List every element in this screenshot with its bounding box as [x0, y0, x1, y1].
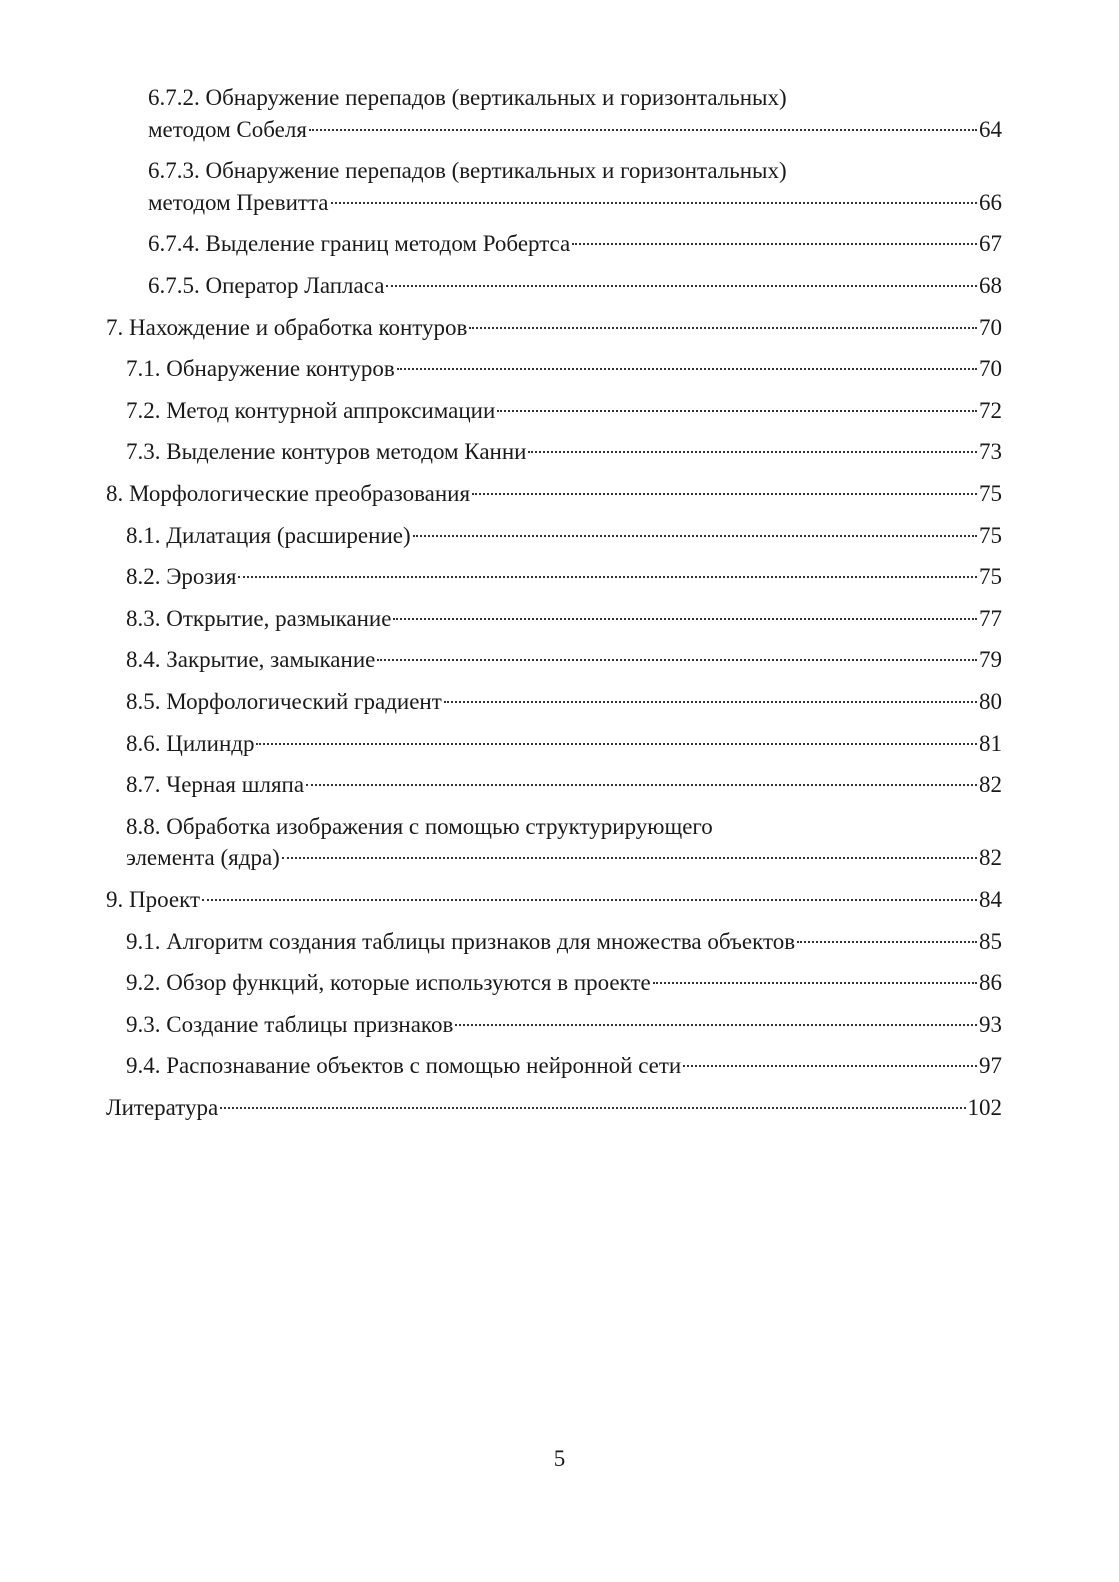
- toc-entry[interactable]: [106, 1050, 1002, 1082]
- toc-entry-title: 8.4. Закрытие, замыкание: [126, 647, 376, 673]
- toc-entry[interactable]: [106, 811, 1002, 875]
- toc-entry-title: 9.4. Распознавание объектов с помощью нейронной сети: [126, 1053, 682, 1079]
- toc-entry-page: 68: [979, 273, 1002, 298]
- toc-entry[interactable]: [106, 312, 1002, 344]
- toc-entry-page: 64: [979, 116, 1002, 142]
- toc-entry-row: [106, 312, 1002, 344]
- dot-leader: [413, 535, 977, 537]
- toc-entry-page: 72: [979, 397, 1002, 423]
- toc-entry-title-line: 8.8. Обработка изображения с помощью структурирующего: [126, 813, 713, 839]
- dot-leader: [386, 285, 977, 287]
- toc-entry-page: 85: [979, 928, 1002, 954]
- toc-entry-page: 77: [979, 605, 1002, 631]
- toc-entry-page: 67: [979, 231, 1002, 257]
- toc-entry-row: [126, 926, 1002, 958]
- toc-entry[interactable]: [106, 520, 1002, 552]
- toc-entry[interactable]: [106, 644, 1002, 676]
- toc-entry[interactable]: [106, 561, 1002, 593]
- toc-entry[interactable]: [106, 478, 1002, 510]
- toc-entry-title: Литература: [106, 1094, 219, 1120]
- toc-entry-title-line: 6.7.2. Обнаружение перепадов (вертикальных и горизонтальных): [148, 85, 787, 110]
- page-number: 5: [553, 1446, 566, 1471]
- toc-entry[interactable]: [106, 967, 1002, 999]
- dot-leader: [528, 451, 977, 453]
- toc-entry-page: 66: [979, 189, 1002, 215]
- dot-leader: [256, 743, 977, 745]
- toc-entry[interactable]: [106, 395, 1002, 427]
- toc-entry[interactable]: [106, 270, 1002, 302]
- toc-entry-row: [126, 1009, 1002, 1041]
- toc-entry-row: [126, 395, 1002, 427]
- toc-entry-page: 82: [979, 845, 1002, 871]
- toc-entry[interactable]: [106, 436, 1002, 468]
- toc-entry-title: 7.1. Обнаружение контуров: [126, 356, 395, 382]
- dot-leader: [238, 576, 977, 578]
- toc-entry-page: 81: [979, 730, 1002, 756]
- toc-entry-title: 6.7.4. Выделение границ методом Робертса: [148, 231, 571, 257]
- toc-entry-page: 80: [979, 688, 1002, 714]
- toc-entry-row: [148, 187, 1002, 219]
- toc-entry-row: [126, 436, 1002, 468]
- dot-leader: [797, 941, 977, 943]
- dot-leader: [397, 368, 977, 370]
- dot-leader: [572, 243, 977, 245]
- toc-entry-row: [126, 842, 1002, 874]
- dot-leader: [331, 202, 978, 204]
- toc-entry-title: 7.2. Метод контурной аппроксимации: [126, 397, 496, 423]
- toc-entry-row: [126, 1050, 1002, 1082]
- toc-entry-title: 7. Нахождение и обработка контуров: [106, 314, 468, 340]
- dot-leader: [472, 493, 977, 495]
- toc-entry-row: [126, 353, 1002, 385]
- toc-entry-title: 6.7.5. Оператор Лапласа: [148, 273, 385, 298]
- toc-entry-title: методом Собеля: [148, 116, 307, 142]
- toc-entry-title: 8.7. Черная шляпа: [126, 772, 305, 798]
- toc-entry-row: [126, 686, 1002, 718]
- toc-entry[interactable]: [106, 603, 1002, 635]
- dot-leader: [306, 784, 977, 786]
- toc-entry-page: 97: [979, 1053, 1002, 1079]
- toc-entry-page: 86: [979, 970, 1002, 996]
- toc-entry[interactable]: [106, 686, 1002, 718]
- toc-entry-row: [126, 967, 1002, 999]
- toc-entry[interactable]: [106, 155, 1002, 219]
- toc-entry-row: [126, 520, 1002, 552]
- toc-entry-row: [148, 228, 1002, 260]
- toc-entry-title: 7.3. Выделение контуров методом Канни: [126, 439, 527, 465]
- toc-entry-title: элемента (ядра): [126, 845, 280, 871]
- toc-entry-title: 9.3. Создание таблицы признаков: [126, 1011, 454, 1037]
- toc-entry[interactable]: [106, 353, 1002, 385]
- table-of-contents: [106, 82, 1002, 1133]
- toc-entry-page: 70: [979, 314, 1002, 340]
- toc-entry-page: 93: [979, 1011, 1002, 1037]
- dot-leader: [202, 899, 977, 901]
- toc-entry-page: 70: [979, 356, 1002, 382]
- toc-entry[interactable]: [106, 228, 1002, 260]
- toc-entry-row: [126, 603, 1002, 635]
- dot-leader: [497, 410, 977, 412]
- toc-entry-page: 79: [979, 647, 1002, 673]
- toc-entry-page: 84: [979, 886, 1002, 912]
- dot-leader: [220, 1107, 965, 1109]
- dot-leader: [469, 327, 977, 329]
- toc-entry-row: [126, 561, 1002, 593]
- toc-entry-title: 9.1. Алгоритм создания таблицы признаков для множества объектов: [126, 928, 796, 954]
- toc-entry-page: 75: [979, 480, 1002, 506]
- toc-entry[interactable]: [106, 728, 1002, 760]
- toc-entry-row: [106, 1092, 1002, 1124]
- toc-entry-title: 8.6. Цилиндр: [126, 730, 255, 756]
- dot-leader: [393, 618, 977, 620]
- dot-leader: [653, 982, 977, 984]
- toc-entry-page: 102: [967, 1094, 1002, 1120]
- dot-leader: [683, 1065, 977, 1067]
- toc-entry-row: [106, 478, 1002, 510]
- toc-entry-title: 8.5. Морфологический градиент: [126, 688, 442, 714]
- toc-entry-title: 8. Морфологические преобразования: [106, 480, 471, 506]
- toc-entry[interactable]: [106, 884, 1002, 916]
- toc-entry[interactable]: [106, 1009, 1002, 1041]
- dot-leader: [377, 659, 977, 661]
- dot-leader: [455, 1024, 977, 1026]
- toc-entry-row: [106, 884, 1002, 916]
- toc-entry-page: 75: [979, 522, 1002, 548]
- toc-entry-title: методом Превитта: [148, 189, 329, 215]
- toc-entry-row: [126, 644, 1002, 676]
- toc-entry-title: 8.3. Открытие, размыкание: [126, 605, 392, 631]
- toc-entry-row: [148, 114, 1002, 146]
- dot-leader: [282, 857, 977, 859]
- toc-entry[interactable]: [106, 926, 1002, 958]
- toc-entry-row: [126, 728, 1002, 760]
- toc-entry[interactable]: [106, 82, 1002, 146]
- toc-entry-title-line: 6.7.3. Обнаружение перепадов (вертикальных и горизонтальных): [148, 158, 787, 184]
- toc-entry-page: 73: [979, 439, 1002, 465]
- dot-leader: [444, 701, 977, 703]
- toc-entry-title: 8.1. Дилатация (расширение): [126, 522, 411, 548]
- toc-entry-row: [148, 270, 1002, 302]
- toc-entry[interactable]: [106, 769, 1002, 801]
- toc-entry-title: 9.2. Обзор функций, которые используются в проекте: [126, 970, 651, 996]
- toc-entry-title: 9. Проект: [106, 886, 201, 912]
- toc-entry-row: [126, 769, 1002, 801]
- toc-entry-page: 75: [979, 564, 1002, 590]
- toc-entry-title: 8.2. Эрозия: [126, 564, 237, 590]
- toc-entry-page: 82: [979, 772, 1002, 798]
- toc-entry[interactable]: [106, 1092, 1002, 1124]
- dot-leader: [309, 129, 977, 131]
